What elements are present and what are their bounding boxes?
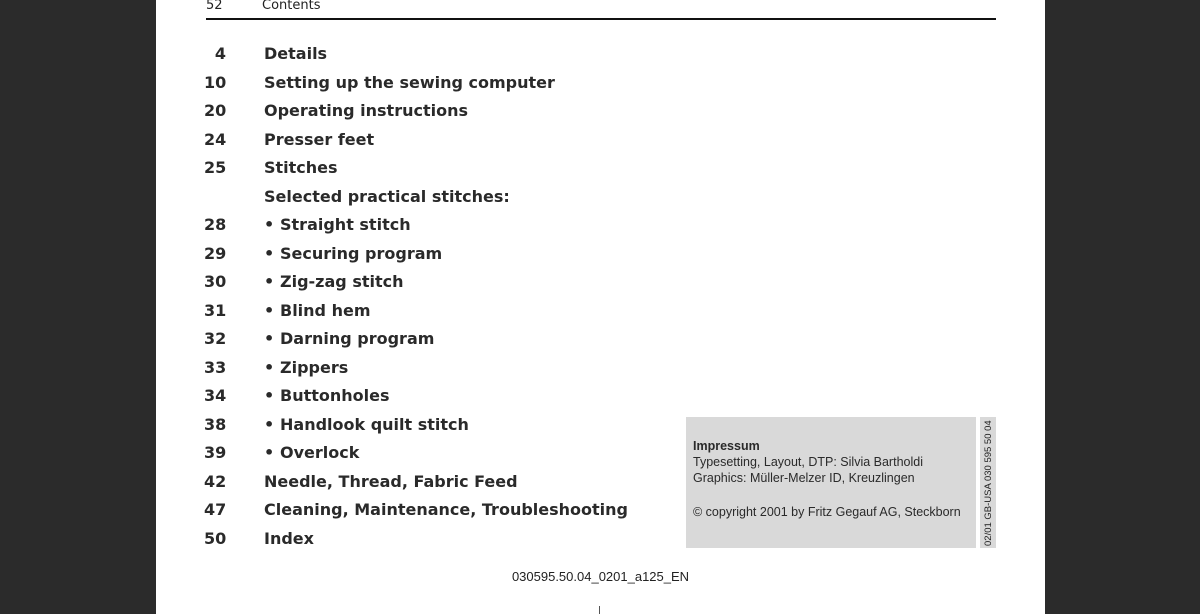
toc-entry [156,384,676,413]
toc-page-number: 24 [204,129,227,149]
toc-title [264,386,390,405]
toc-page-number: 4 [214,44,226,63]
bullet-icon: • [264,443,275,462]
toc-page-number: 50 [204,528,227,548]
toc-page-number: 34 [204,386,227,405]
toc-page-number: 25 [204,158,227,177]
toc-page-number: 31 [204,300,227,320]
impressum-copyright: © copyright 2001 by Fritz Gegauf AG, Steckborn [693,505,961,519]
toc-title-text: Securing program [280,243,443,263]
toc-title [264,472,518,491]
bullet-icon: • [264,243,275,263]
header-page-number: 52 [206,0,223,13]
header-rule [206,18,996,20]
bullet-icon: • [264,272,275,291]
toc-title [264,101,468,120]
toc-entry [156,71,676,100]
toc-title [264,187,510,206]
toc-title-text: Zippers [280,357,349,377]
bullet-icon: • [264,414,275,434]
toc-entry [156,156,676,185]
toc-title [264,415,469,434]
toc-entry [156,213,676,242]
toc-page-number: 39 [204,443,227,462]
toc-title-text: Handlook quilt stitch [280,414,469,434]
toc-title-text: Buttonholes [280,386,390,405]
toc-title-text: Setting up the sewing computer [264,72,555,92]
toc-title [264,73,555,92]
toc-entry [156,413,676,442]
toc-title-text: Details [264,44,328,63]
toc-title-text: Cleaning, Maintenance, Troubleshooting [264,500,628,519]
toc-entry [156,299,676,328]
toc-title-text: Index [264,528,314,548]
toc-entry [156,470,676,499]
toc-page-number: 32 [204,329,227,348]
toc-entry [156,242,676,271]
toc-page-number: 29 [204,243,227,263]
toc-title-text: Presser feet [264,129,375,149]
toc-title-text: Darning program [280,329,435,348]
toc-page-number: 42 [204,471,227,491]
header-title: Contents [262,0,321,13]
impressum-typesetting: Typesetting, Layout, DTP: Silvia Bartholdi [693,455,923,469]
side-code-box [980,417,996,548]
bullet-icon: • [264,215,275,234]
toc-title-text: Overlock [280,443,360,462]
toc-entry [156,270,676,299]
footer-document-code: 030595.50.04_0201_a125_EN [511,569,690,584]
toc-title [264,329,434,348]
toc-entry [156,356,676,385]
toc-page-number: 20 [204,101,227,120]
toc-title-text: Operating instructions [264,101,468,120]
side-document-code: 02/01 GB-USA 030 595 50 04 [983,420,994,546]
toc-page-number: 38 [204,414,227,434]
toc-title [264,44,327,63]
toc-entry [156,128,676,157]
toc-entry [156,185,676,214]
toc-title [264,529,314,548]
toc-page-number: 47 [204,500,227,519]
bullet-icon: • [264,300,275,320]
toc-title [264,272,404,291]
toc-title-text: Blind hem [280,300,371,320]
toc-entry [156,42,676,71]
toc-entry [156,498,676,527]
impressum-heading: Impressum [693,439,760,453]
toc-title [264,358,348,377]
toc-page-number: 28 [204,215,227,234]
toc-title [264,301,371,320]
toc-title-text: Stitches [264,158,338,177]
toc-title [264,443,359,462]
toc-page-number: 10 [204,72,227,92]
bullet-icon: • [264,386,275,405]
page-edge-mark [599,606,600,614]
toc-title [264,158,338,177]
toc-entry [156,327,676,356]
toc-title-text: Zig-zag stitch [280,272,404,291]
toc-title-text: Straight stitch [280,215,411,234]
toc-title [264,500,628,519]
toc-title [264,244,442,263]
table-of-contents [156,42,676,555]
toc-title-text: Selected practical stitches: [264,186,510,206]
toc-entry [156,441,676,470]
toc-title [264,215,411,234]
toc-title-text: Needle, Thread, Fabric Feed [264,471,518,491]
toc-page-number: 33 [204,357,227,377]
bullet-icon: • [264,329,275,348]
toc-entry [156,527,676,556]
toc-title [264,130,374,149]
bullet-icon: • [264,357,275,377]
impressum-box [686,417,976,548]
document-page [156,0,1045,614]
toc-page-number: 30 [204,272,227,291]
toc-entry [156,99,676,128]
impressum-graphics: Graphics: Müller-Melzer ID, Kreuzlingen [693,471,915,485]
